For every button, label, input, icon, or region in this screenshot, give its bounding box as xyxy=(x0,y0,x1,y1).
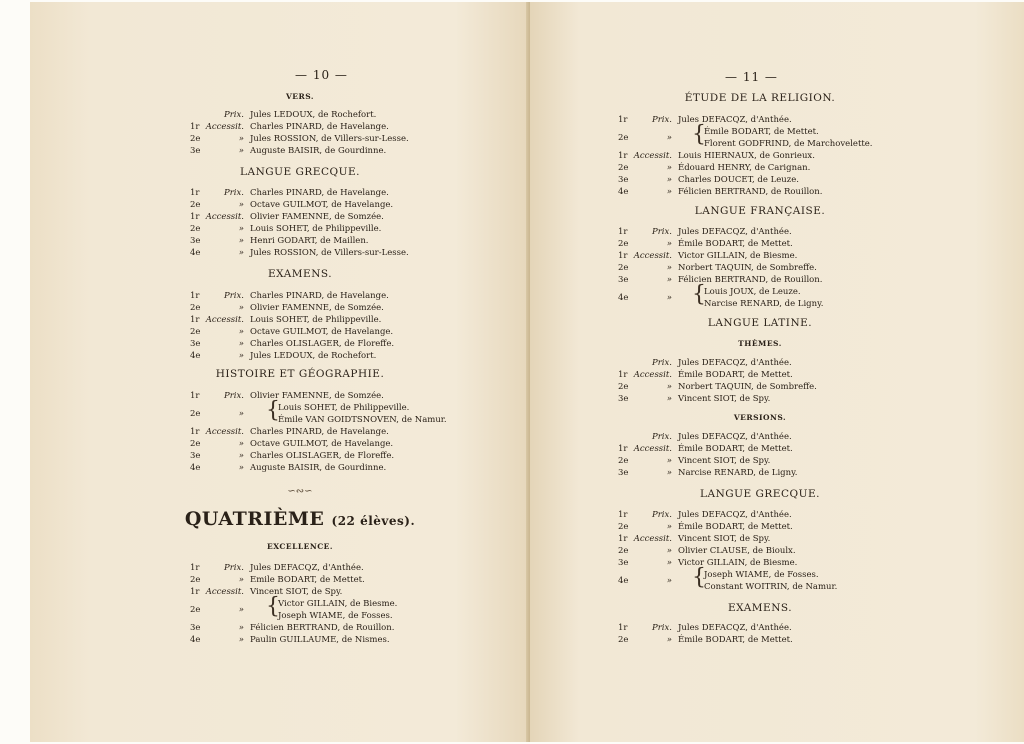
page-number: — 11 — xyxy=(725,70,778,84)
section-title: LANGUE FRANÇAISE. xyxy=(694,205,826,217)
section-title: ÉTUDE DE LA RELIGION. xyxy=(684,92,836,104)
subsection-title: THÈMES. xyxy=(738,339,782,348)
page-number: — 10 — xyxy=(295,68,348,82)
section-title: LANGUE LATINE. xyxy=(707,317,813,329)
ornament-icon: ∽∾∽ xyxy=(287,486,313,497)
class-heading: QUATRIÈME (22 élèves). xyxy=(184,508,416,530)
section-title: EXCELLENCE. xyxy=(266,542,333,551)
brace-icon: { xyxy=(692,122,706,147)
section-title: HISTOIRE ET GÉOGRAPHIE. xyxy=(215,368,385,380)
section-title: EXAMENS. xyxy=(727,602,793,614)
section-title: EXAMENS. xyxy=(267,268,333,280)
brace-icon: { xyxy=(266,398,280,423)
subsection-title: VERSIONS. xyxy=(733,413,787,422)
section-title: LANGUE GRECQUE. xyxy=(700,488,820,500)
brace-icon: { xyxy=(692,282,706,307)
section-title: LANGUE GRECQUE. xyxy=(240,166,360,178)
book-spread xyxy=(30,2,1024,742)
section-title: VERS. xyxy=(285,92,315,101)
left-page: — 10 — VERS. Prix. Jules LEDOUX, de Rochefort. 1r Accessit. Charles PINARD, de Havelange. 2e » Jules ROSSION, de Villers-sur-Lesse. 3e » Auguste BAISIR, de Gourdinne. LANGUE GRECQUE. 1r Prix. Charles PINARD, de Havelange. 2e » Octave GUILMOT, de Havelange. 1r Accessit. Olivier FAMENNE, de Somzée. 2e » Louis SOHET, de Philippeville. 3e » Henri GODART, de Maillen. 4e » Jules ROSSION, de Villers-sur-Lesse. EXAMENS. 1r Prix. Charles PINARD, de Havelange. 2e » Olivier FAMENNE, de Somzée. 1r Accessit. Louis SOHET, de Philippeville. 2e » Octave GUILMOT, de Havelange. 3e » Charles OLISLAGER, de Floreffe. 4e » Jules LEDOUX, de Rochefort. HISTOIRE ET GÉOGRAPHIE. 1r Prix. Olivier FAMENNE, de Somzée. 2e » { Louis SOHET, de Philippeville. Émile VAN GOIDTSNOVEN, de Namur. 1r Accessit. Charles PINARD, de Havelange. 2e » Octave GUILMOT, de Havelange. 3e » Charles OLISLAGER, de Floreffe. 4e » Auguste BAISIR, de Gourdinne. ∽∾∽ QUATRIÈME (22 élèves). EXCELLENCE. 1r Prix. Jules DEFACQZ, d'Anthée. 2e » Emile BODART, de Mettet. 1r Accessit. Vincent SIOT, de Spy. 2e » { Victor GILLAIN, de Biesme. Joseph WIAME, de Fosses. 3e » Félicien BERTRAND, de Rouillon. 4e » Paulin GUILLAUME, de Nismes. xyxy=(30,2,530,742)
brace-icon: { xyxy=(266,594,280,619)
brace-icon: { xyxy=(692,565,706,590)
right-page: — 11 — ÉTUDE DE LA RELIGION. 1r Prix. Jules DEFACQZ, d'Anthée. 2e » { Émile BODART, de Mettet. Florent GODFRIND, de Marchovelette. 1r Accessit. Louis HIERNAUX, de Gonrieux. 2e » Édouard HENRY, de Carignan. 3e » Charles DOUCET, de Leuze. 4e » Félicien BERTRAND, de Rouillon. LANGUE FRANÇAISE. 1r Prix. Jules DEFACQZ, d'Anthée. 2e » Émile BODART, de Mettet. 1r Accessit. Victor GILLAIN, de Biesme. 2e » Norbert TAQUIN, de Sombreffe. 3e » Félicien BERTRAND, de Rouillon. 4e » { Louis JOUX, de Leuze. Narcise RENARD, de Ligny. LANGUE LATINE. THÈMES. Prix. Jules DEFACQZ, d'Anthée. 1r Accessit. Émile BODART, de Mettet. 2e » Norbert TAQUIN, de Sombreffe. 3e » Vincent SIOT, de Spy. VERSIONS. Prix. Jules DEFACQZ, d'Anthée. 1r Accessit. Émile BODART, de Mettet. 2e » Vincent SIOT, de Spy. 3e » Narcise RENARD, de Ligny. LANGUE GRECQUE. 1r Prix. Jules DEFACQZ, d'Anthée. 2e » Émile BODART, de Mettet. 1r Accessit. Vincent SIOT, de Spy. 2e » Olivier CLAUSE, de Bioulx. 3e » Victor GILLAIN, de Biesme. 4e » { Joseph WIAME, de Fosses. Constant WOITRIN, de Namur. EXAMENS. 1r Prix. Jules DEFACQZ, d'Anthée. 2e » Émile BODART, de Mettet. xyxy=(530,2,1024,742)
